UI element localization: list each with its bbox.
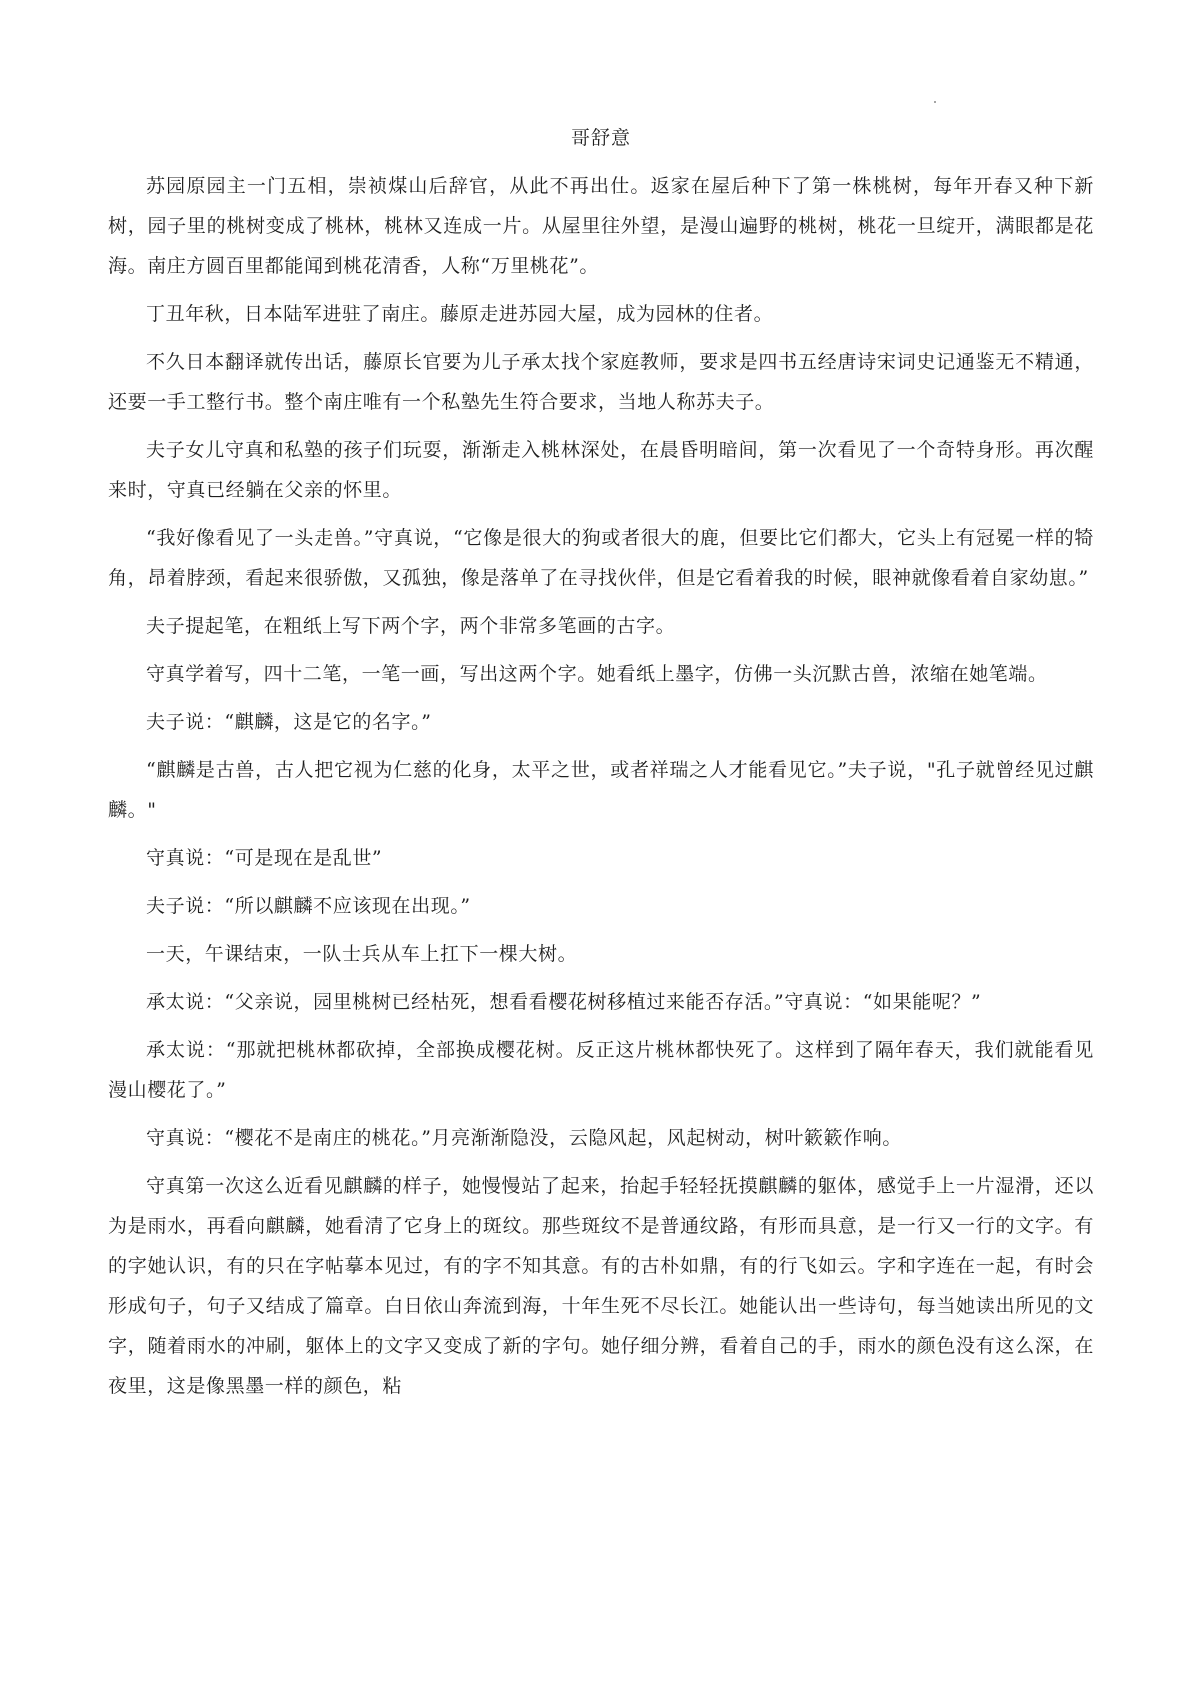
paragraph: 夫子女儿守真和私塾的孩子们玩耍，渐渐走入桃林深处，在晨昏明暗间，第一次看见了一个奇特身形。再次醒来时，守真已经躺在父亲的怀里。: [108, 439, 1094, 501]
paragraph: 承太说：“父亲说，园里桃树已经枯死，想看看樱花树移植过来能否存活。”守真说：“如果能呢？”: [146, 991, 982, 1013]
paragraph: 守真说：“樱花不是南庄的桃花。”月亮渐渐隐没，云隐风起，风起树动，树叶簌簌作响。: [146, 1127, 902, 1149]
paragraph: 夫子说：“麒麟，这是它的名字。”: [146, 711, 432, 733]
paragraph: 守真第一次这么近看见麒麟的样子，她慢慢站了起来，抬起手轻轻抚摸麒麟的躯体，感觉手上一片湿滑，还以为是雨水，再看向麒麟，她看清了它身上的斑纹。那些斑纹不是普通纹路，有形而具意，是一行又一行的文字。有的字她认识，有的只在字帖摹本见过，有的字不知其意。有的古朴如鼎，有的行飞如云。字和字连在一起，有时会形成句子，句子又结成了篇章。白日依山奔流到海，十年生死不尽长江。她能认出一些诗句，每当她读出所见的文字，随着雨水的冲刷，躯体上的文字又变成了新的字句。她仔细分辨，看着自己的手，雨水的颜色没有这么深，在夜里，这是像黑墨一样的颜色，粘: [108, 1175, 1094, 1397]
paragraph: “我好像看见了一头走兽。”守真说，“它像是很大的狗或者很大的鹿，但要比它们都大，它头上有冠冕一样的犄角，昂着脖颈，看起来很骄傲，又孤独，像是落单了在寻找伙伴，但是它看着我的时候，眼神就像看着自家幼崽。”: [108, 527, 1094, 589]
paragraph: 守真学着写，四十二笔，一笔一画，写出这两个字。她看纸上墨字，仿佛一头沉默古兽，浓缩在她笔端。: [146, 663, 1048, 685]
paragraph: 守真说：“可是现在是乱世”: [146, 847, 383, 869]
paragraph: 不久日本翻译就传出话，藤原长官要为儿子承太找个家庭教师，要求是四书五经唐诗宋词史记通鉴无不精通，还要一手工整行书。整个南庄唯有一个私塾先生符合要求，当地人称苏夫子。: [108, 351, 1094, 413]
paragraph: 苏园原园主一门五相，崇祯煤山后辞官，从此不再出仕。返家在屋后种下了第一株桃树，每年开春又种下新树，园子里的桃树变成了桃林，桃林又连成一片。从屋里往外望，是漫山遍野的桃树，桃花一旦绽开，满眼都是花海。南庄方圆百里都能闻到桃花清香，人称“万里桃花”。: [108, 175, 1094, 277]
paragraph: “麒麟是古兽，古人把它视为仁慈的化身，太平之世，或者祥瑞之人才能看见它。”夫子说，"孔子就曾经见过麒麟。": [108, 759, 1094, 821]
paragraph: 承太说：“那就把桃林都砍掉，全部换成樱花树。反正这片桃林都快死了。这样到了隔年春天，我们就能看见漫山樱花了。”: [108, 1039, 1094, 1101]
paragraph: 丁丑年秋，日本陆军进驻了南庄。藤原走进苏园大屋，成为园林的住者。: [146, 303, 774, 325]
paragraph: 夫子说：“所以麒麟不应该现在出现。”: [146, 895, 471, 917]
paragraph: 一天，午课结束，一队士兵从车上扛下一棵大树。: [146, 943, 578, 965]
paragraph: 夫子提起笔，在粗纸上写下两个字，两个非常多笔画的古字。: [146, 615, 676, 637]
article-title: 哥舒意: [570, 127, 631, 149]
scan-speck: [934, 101, 936, 103]
article-body: [108, 166, 1094, 1414]
